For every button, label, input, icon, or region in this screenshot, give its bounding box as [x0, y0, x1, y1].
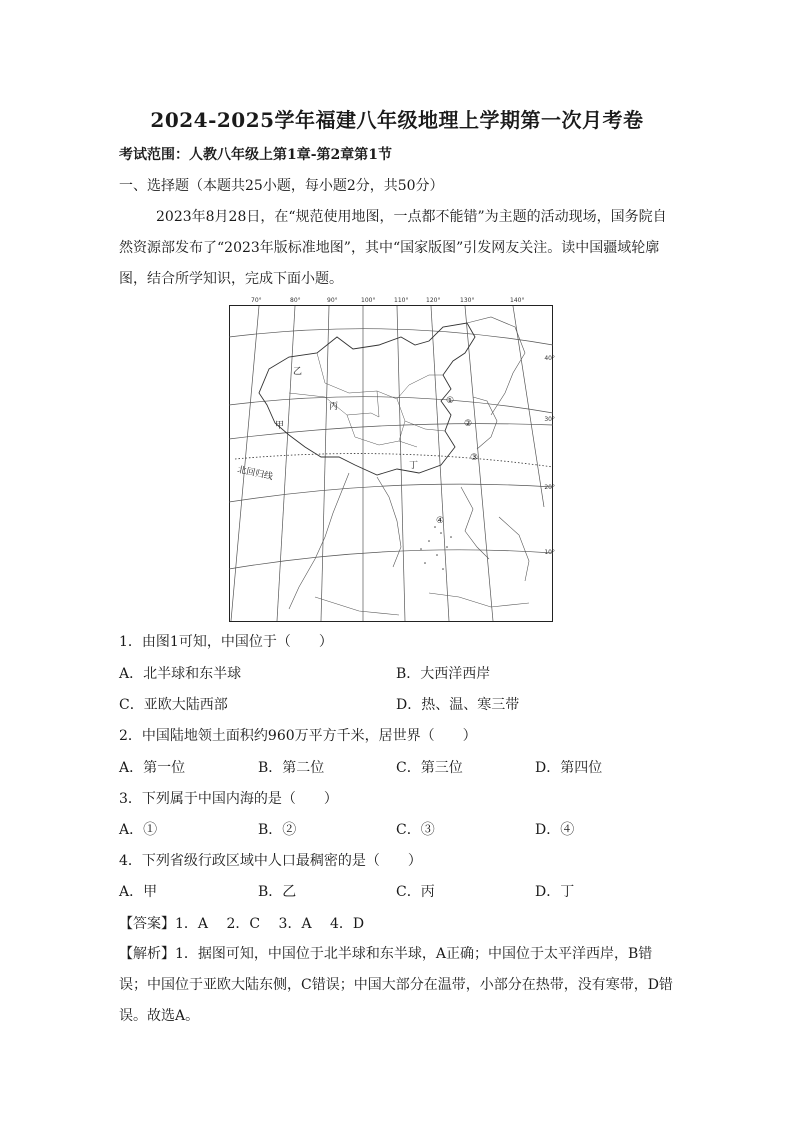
page-title: 2024-2025学年福建八年级地理上学期第一次月考卷: [150, 108, 644, 132]
q3-option-a: A．①: [119, 822, 158, 838]
question-3-stem: 3．下列属于中国内海的是（ ）: [119, 791, 338, 807]
china-territory-map: [229, 297, 553, 622]
lon-label: 70°: [251, 297, 262, 304]
sea-label-4: ④: [436, 516, 445, 526]
lat-label: 40°: [544, 355, 555, 362]
q2-option-d: D．第四位: [535, 760, 603, 776]
q1-option-d: D．热、温、寒三带: [396, 697, 520, 713]
q3-option-b: B．②: [258, 822, 297, 838]
lon-label: 90°: [327, 297, 338, 304]
sea-label-2: ②: [464, 419, 473, 429]
analysis-text: 【解析】1．据图可知，中国位于北半球和东半球，A正确；中国位于太平洋西岸，B错误；中国位于亚欧大陆东侧，C错误；中国大部分在温带，小部分在热带，没有寒带，D错误。故选A。: [119, 946, 673, 1024]
lon-label: 110°: [394, 297, 409, 304]
tropic-label: 北回归线: [236, 465, 274, 483]
answer-key: 【答案】1．A 2．C 3．A 4．D: [119, 916, 365, 932]
q4-option-d: D．丁: [535, 884, 575, 900]
sea-label-3: ③: [470, 453, 479, 463]
lat-label: 20°: [544, 484, 555, 491]
q4-option-c: C．丙: [396, 884, 435, 900]
section-heading: 一、选择题（本题共25小题，每小题2分，共50分）: [119, 178, 444, 194]
lon-label: 130°: [460, 297, 475, 304]
question-2-stem: 2．中国陆地领土面积约960万平方千米，居世界（ ）: [119, 728, 477, 744]
lat-label: 10°: [544, 549, 555, 556]
q3-option-d: D．④: [535, 822, 575, 838]
region-label-jia: 甲: [275, 421, 285, 431]
q3-option-c: C．③: [396, 822, 435, 838]
question-1-stem: 1．由图1可知，中国位于（ ）: [119, 634, 333, 650]
lon-label: 140°: [510, 297, 525, 304]
q1-option-a: A．北半球和东半球: [119, 666, 242, 682]
sea-label-1: ①: [446, 396, 455, 406]
region-label-ding: 丁: [409, 461, 419, 471]
q1-option-b: B．大西洋西岸: [396, 666, 491, 682]
q1-option-c: C．亚欧大陆西部: [119, 697, 228, 713]
lon-label: 100°: [361, 297, 376, 304]
lon-label: 120°: [426, 297, 441, 304]
q2-option-a: A．第一位: [119, 760, 186, 776]
q4-option-b: B．乙: [258, 884, 297, 900]
q2-option-c: C．第三位: [396, 760, 463, 776]
exam-scope: 考试范围：人教八年级上第1章-第2章第1节: [119, 147, 393, 163]
region-label-bing: 丙: [329, 402, 339, 412]
lat-label: 30°: [544, 416, 555, 423]
q2-option-b: B．第二位: [258, 760, 325, 776]
q4-option-a: A．甲: [119, 884, 158, 900]
region-label-yi: 乙: [293, 367, 303, 377]
lon-label: 80°: [290, 297, 301, 304]
question-intro: 2023年8月28日，在“规范使用地图，一点都不能错”为主题的活动现场，国务院自然资源部发布了“2023年版标准地图”，其中“国家版图”引发网友关注。读中国疆域轮廓图，结合所学知识，完成下面小题。: [119, 209, 667, 287]
question-4-stem: 4．下列省级行政区域中人口最稠密的是（ ）: [119, 853, 422, 869]
